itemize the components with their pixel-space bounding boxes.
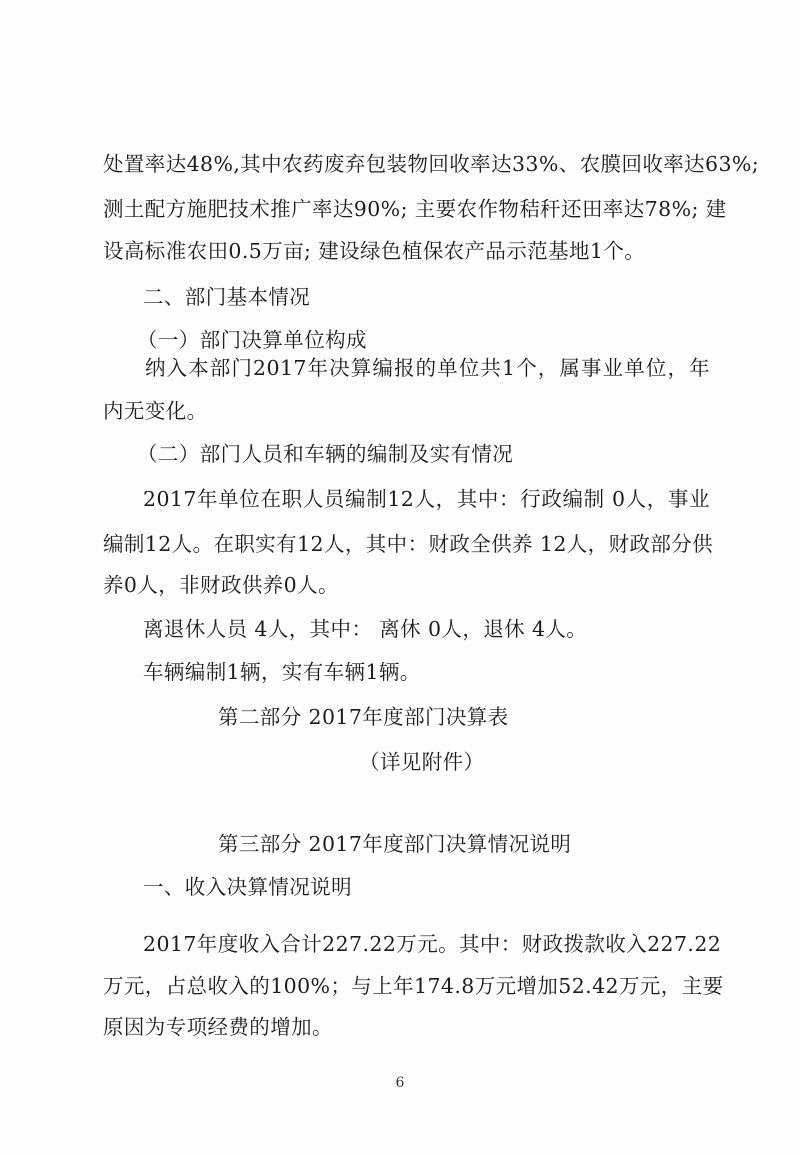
attachment-note: （详见附件） [359, 750, 485, 774]
paragraph-line: 测土配方施肥技术推广率达90%; 主要农作物秸秆还田率达78%; 建 [103, 197, 727, 221]
page-number: 6 [395, 1075, 405, 1091]
paragraph-line: 设高标准农田0.5万亩; 建设绿色植保农产品示范基地1个。 [103, 239, 646, 263]
paragraph-line: 处置率达48%,其中农药废弃包装物回收率达33%、农膜回收率达63%; [103, 152, 760, 176]
paragraph-line: 养0人，非财政供养0人。 [103, 573, 339, 597]
part-heading: 第二部分 2017年度部门决算表 [218, 705, 509, 729]
paragraph-line: 编制12人。在职实有12人，其中：财政全供养 12人，财政部分供 [103, 532, 714, 556]
part-heading: 第三部分 2017年度部门决算情况说明 [218, 832, 572, 856]
paragraph-line: 原因为专项经费的增加。 [103, 1015, 333, 1039]
paragraph-line: 车辆编制1辆，实有车辆1辆。 [143, 660, 421, 684]
paragraph-line: 2017年度收入合计227.22万元。其中：财政拨款收入227.22 [143, 932, 722, 956]
paragraph-line: 纳入本部门2017年决算编报的单位共1个，属事业单位，年 [145, 356, 710, 380]
section-heading: 一、收入决算情况说明 [143, 875, 352, 899]
paragraph-line: 离退休人员 4人，其中： 离休 0人，退休 4人。 [143, 617, 588, 641]
paragraph-line: 2017年单位在职人员编制12人，其中：行政编制 0人，事业 [143, 487, 710, 511]
paragraph-line: 内无变化。 [103, 399, 208, 423]
subsection-heading: （二）部门人员和车辆的编制及实有情况 [137, 442, 514, 466]
section-heading: 二、部门基本情况 [143, 285, 311, 309]
subsection-heading: （一）部门决算单位构成 [137, 328, 367, 352]
paragraph-line: 万元，占总收入的100%；与上年174.8万元增加52.42万元，主要 [103, 974, 724, 998]
